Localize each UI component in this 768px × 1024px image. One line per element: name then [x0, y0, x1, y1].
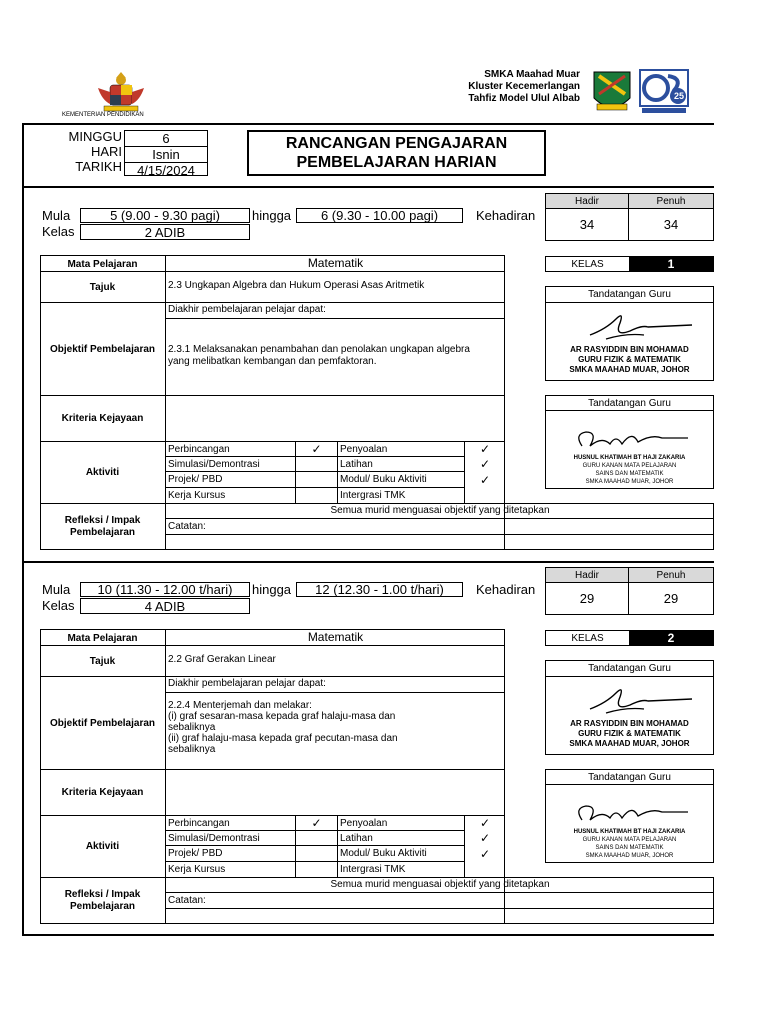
modul-check-icon: ✓: [479, 846, 491, 861]
perbincangan-label: Perbincangan: [168, 817, 230, 829]
mata-pelajaran-label: Mata Pelajaran: [67, 632, 138, 644]
school-line-1: SMKA Maahad Muar: [484, 69, 580, 80]
refleksi-label: [40, 504, 165, 550]
penuh-header: Penuh: [629, 194, 713, 209]
kelas-value: 4 ADIB: [80, 598, 250, 614]
kelas-label: Kelas: [42, 598, 75, 613]
perbincangan-check-icon: ✓: [311, 442, 322, 456]
minggu-label: MINGGU: [68, 129, 122, 144]
mula-label: Mula: [42, 582, 71, 597]
info-labels: [30, 129, 122, 174]
school-crest-icon: [591, 68, 633, 116]
signature-box-teacher: [545, 660, 714, 755]
kelas-number: 2: [629, 631, 713, 645]
objektif-label: Objektif Pembelajaran: [49, 343, 156, 355]
mata-pelajaran-label: Mata Pelajaran: [67, 258, 138, 270]
kelas-box: [545, 630, 714, 646]
refleksi-value: Semua murid menguasai objektif yang ditetapkan: [330, 879, 550, 890]
ministry-logo: [92, 70, 150, 114]
row-line: [165, 318, 505, 319]
perbincangan-label: Perbincangan: [168, 443, 230, 455]
header-rule: [22, 123, 714, 125]
info-values: [124, 130, 208, 176]
stamp-line: SAINS DAN MATEMATIK: [595, 471, 664, 477]
stamp-line: GURU KANAN MATA PELAJARAN: [582, 837, 677, 843]
hingga-label: hingga: [252, 582, 292, 597]
objektif-intro: Diakhir pembelajaran pelajar dapat:: [168, 304, 326, 315]
mula-value: 5 (9.00 - 9.30 pagi): [80, 208, 250, 223]
hingga-value: 12 (12.30 - 1.00 t/hari): [296, 582, 463, 597]
refleksi-value: Semua murid menguasai objektif yang ditetapkan: [330, 505, 550, 516]
refleksi-label: [40, 878, 165, 924]
attendance-table: [545, 567, 714, 615]
objektif-line: yang melibatkan kembangan dan pemfaktoran.: [168, 356, 377, 367]
stamp-line: SMKA MAAHAD MUAR, JOHOR: [569, 365, 690, 374]
kelas-small-label: KELAS: [571, 632, 604, 644]
row-line: [165, 892, 714, 893]
page-title: [247, 130, 546, 176]
stamp-line: GURU FIZIK & MATEMATIK: [578, 355, 681, 364]
stamp-line: AR RASYIDDIN BIN MOHAMAD: [570, 719, 689, 728]
catatan-label: Catatan:: [168, 895, 206, 906]
modul-label: Modul/ Buku Aktiviti: [340, 474, 427, 485]
tajuk-label: Tajuk: [89, 655, 116, 667]
kerja-label: Kerja Kursus: [168, 864, 226, 875]
attendance-table: [545, 193, 714, 241]
modul-label: Modul/ Buku Aktiviti: [340, 848, 427, 859]
tandatangan-label: Tandatangan Guru: [546, 396, 713, 411]
aktiviti-label: Aktiviti: [85, 467, 120, 478]
row-line: [165, 692, 505, 693]
tmk-label: Intergrasi TMK: [340, 490, 406, 501]
refleksi-label-line: Refleksi / Impak: [64, 889, 141, 900]
stamp-line: GURU FIZIK & MATEMATIK: [578, 729, 681, 738]
kelas-small-label: KELAS: [571, 258, 604, 270]
kelas-number: 1: [629, 257, 713, 271]
tajuk-label: Tajuk: [89, 281, 116, 293]
kelas-box: [545, 256, 714, 272]
stamp-line: HUSNUL KHATIMAH BT HAJI ZAKARIA: [573, 829, 686, 835]
refleksi-label-line: Refleksi / Impak: [64, 515, 141, 526]
modul-check-icon: ✓: [479, 472, 491, 487]
aktiviti-label: Aktiviti: [85, 841, 120, 852]
stamp-line: GURU KANAN MATA PELAJARAN: [582, 463, 677, 469]
signature-icon: [586, 309, 696, 343]
signature-stamp-teacher: [546, 719, 713, 749]
hadir-value: 29: [546, 583, 629, 614]
kerja-label: Kerja Kursus: [168, 490, 226, 501]
tarikh-label: TARIKH: [75, 159, 122, 174]
penuh-header: Penuh: [629, 568, 713, 583]
mula-label: Mula: [42, 208, 71, 223]
simulasi-label: Simulasi/Demontrasi: [168, 458, 260, 470]
tarikh-value: 4/15/2024: [137, 162, 195, 178]
latihan-label: Latihan: [340, 832, 373, 844]
kelas-label: Kelas: [42, 224, 75, 239]
hadir-header: Hadir: [546, 194, 629, 209]
minggu-value: 6: [125, 131, 207, 147]
objektif-line: (i) graf sesaran-masa kepada graf halaju-masa dan: [168, 711, 396, 722]
kriteria-label: Kriteria Kejayaan: [61, 787, 144, 798]
signature-box-teacher: [545, 286, 714, 381]
penyoalan-check-icon: ✓: [479, 816, 491, 830]
simulasi-label: Simulasi/Demontrasi: [168, 832, 260, 844]
tajuk-value: 2.3 Ungkapan Algebra dan Hukum Operasi Asas Aritmetik: [168, 280, 425, 291]
stamp-line: SMKA MAAHAD MUAR, JOHOR: [585, 853, 674, 859]
left-border: [22, 123, 24, 936]
title-rule: [22, 186, 714, 188]
stamp-line: SMKA MAAHAD MUAR, JOHOR: [585, 479, 674, 485]
hari-value: Isnin: [125, 147, 207, 163]
latihan-check-icon: ✓: [479, 831, 491, 845]
objektif-value: [168, 344, 503, 368]
objektif-line: 2.2.4 Menterjemah dan melakar:: [168, 700, 312, 711]
mula-value: 10 (11.30 - 12.00 t/hari): [80, 582, 250, 597]
perbincangan-check-icon: ✓: [311, 816, 322, 830]
school-crest: [591, 68, 633, 116]
objektif-intro: Diakhir pembelajaran pelajar dapat:: [168, 678, 326, 689]
title-line-2: PEMBELAJARAN HARIAN: [296, 154, 497, 171]
school-line-2: Kluster Kecemerlangan: [468, 81, 580, 92]
objektif-label: Objektif Pembelajaran: [49, 717, 156, 729]
kehadiran-label: Kehadiran: [476, 208, 536, 223]
stamp-line: HUSNUL KHATIMAH BT HAJI ZAKARIA: [573, 455, 686, 461]
penuh-value: 29: [663, 591, 679, 606]
hingga-value: 6 (9.30 - 10.00 pagi): [296, 208, 463, 223]
signature-box-senior: [545, 395, 714, 489]
objektif-line: sebaliknya: [168, 722, 216, 733]
latihan-check-icon: ✓: [479, 457, 491, 471]
cluster-logo-number: 25: [673, 91, 684, 101]
projek-label: Projek/ PBD: [168, 474, 223, 485]
session-rule: [22, 561, 714, 563]
subject-value: Matematik: [307, 256, 364, 270]
signature-stamp-senior: [546, 828, 713, 860]
title-line-1: RANCANGAN PENGAJARAN: [285, 135, 508, 152]
subject-value: Matematik: [307, 630, 364, 644]
refleksi-label-line: Pembelajaran: [69, 901, 136, 912]
latihan-label: Latihan: [340, 458, 373, 470]
stamp-line: SMKA MAAHAD MUAR, JOHOR: [569, 739, 690, 748]
hari-label: HARI: [90, 144, 122, 159]
penyoalan-label: Penyoalan: [340, 817, 388, 829]
stamp-line: AR RASYIDDIN BIN MOHAMAD: [570, 345, 689, 354]
tajuk-value: 2.2 Graf Gerakan Linear: [168, 654, 276, 665]
tandatangan-label: Tandatangan Guru: [546, 287, 713, 303]
signature-icon: [572, 426, 692, 456]
tandatangan-label: Tandatangan Guru: [546, 661, 713, 677]
objektif-line: (ii) graf halaju-masa kepada graf pecutan-masa dan: [168, 733, 398, 744]
coat-of-arms-icon: [92, 70, 150, 114]
hadir-header: Hadir: [546, 568, 629, 583]
penuh-value: 34: [663, 217, 679, 232]
penyoalan-check-icon: ✓: [479, 442, 491, 456]
signature-stamp-senior: [546, 454, 713, 486]
row-line: [165, 534, 714, 535]
tmk-label: Intergrasi TMK: [340, 864, 406, 875]
signature-stamp-teacher: [546, 345, 713, 375]
objektif-line: 2.3.1 Melaksanakan penambahan dan penolakan ungkapan algebra: [168, 344, 470, 355]
objektif-value: [168, 700, 503, 755]
catatan-label: Catatan:: [168, 521, 206, 532]
row-line: [165, 518, 714, 519]
school-name-block: [440, 69, 580, 105]
school-line-3: Tahfiz Model Ulul Albab: [468, 93, 580, 104]
kriteria-label: Kriteria Kejayaan: [61, 413, 144, 424]
hingga-label: hingga: [252, 208, 292, 223]
ministry-name: KEMENTERIAN PENDIDIKAN: [62, 112, 144, 118]
tandatangan-label: Tandatangan Guru: [546, 770, 713, 785]
stamp-line: SAINS DAN MATEMATIK: [595, 845, 664, 851]
row-line: [165, 908, 714, 909]
kehadiran-label: Kehadiran: [476, 582, 536, 597]
kelas-value: 2 ADIB: [80, 224, 250, 240]
refleksi-label-line: Pembelajaran: [69, 527, 136, 538]
signature-icon: [572, 800, 692, 830]
projek-label: Projek/ PBD: [168, 848, 223, 859]
hadir-value: 34: [546, 209, 629, 240]
objektif-line: sebaliknya: [168, 744, 216, 755]
signature-box-senior: [545, 769, 714, 863]
footer-rule: [22, 934, 714, 936]
penyoalan-label: Penyoalan: [340, 443, 388, 455]
signature-icon: [586, 683, 696, 717]
